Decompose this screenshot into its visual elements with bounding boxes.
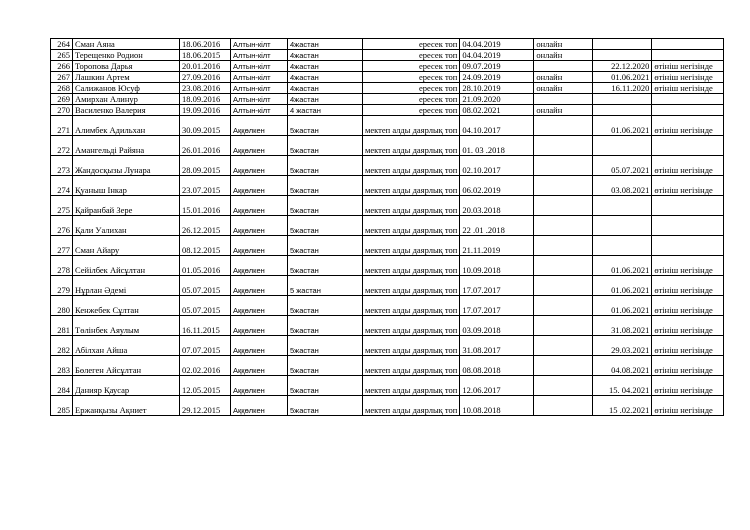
child-name-cell: Сман Айару xyxy=(73,236,180,256)
departure-date-cell: 22.12.2020 xyxy=(593,61,652,72)
attendance-mode-cell xyxy=(534,376,593,396)
child-name-cell: Лашкин Артем xyxy=(73,72,180,83)
admission-date-cell: 20.03.2018 xyxy=(460,196,534,216)
table-row xyxy=(51,276,724,296)
table-row xyxy=(51,196,724,216)
birth-date-cell: 27.09.2016 xyxy=(180,72,231,83)
departure-reason-cell xyxy=(652,105,724,116)
table-row xyxy=(51,236,724,256)
attendance-mode-cell xyxy=(534,196,593,216)
attendance-mode-cell xyxy=(534,136,593,156)
admission-date-cell: 03.09.2018 xyxy=(460,316,534,336)
birth-date-cell: 26.01.2016 xyxy=(180,136,231,156)
child-name-cell: Василенко Валерия xyxy=(73,105,180,116)
age-group-cell: 5жастан xyxy=(288,236,363,256)
row-number-cell: 281 xyxy=(51,316,73,336)
child-name-cell: Салижанов Юсуф xyxy=(73,83,180,94)
row-number-cell: 283 xyxy=(51,356,73,376)
table-row xyxy=(51,396,724,416)
group-name-cell: мектеп алды даярлық топ xyxy=(363,396,460,416)
kindergarten-name-cell: Аққөлкен xyxy=(231,136,288,156)
group-name-cell: мектеп алды даярлық топ xyxy=(363,216,460,236)
birth-date-cell: 05.07.2015 xyxy=(180,296,231,316)
age-group-cell: 5жастан xyxy=(288,136,363,156)
departure-date-cell xyxy=(593,94,652,105)
birth-date-cell: 18.06.2016 xyxy=(180,39,231,50)
departure-date-cell xyxy=(593,105,652,116)
attendance-mode-cell xyxy=(534,356,593,376)
admission-date-cell: 08.02.2021 xyxy=(460,105,534,116)
child-name-cell: Алимбек Адильхан xyxy=(73,116,180,136)
departure-reason-cell: өтініш негізінде xyxy=(652,116,724,136)
row-number-cell: 267 xyxy=(51,72,73,83)
kindergarten-name-cell: Аққөлкен xyxy=(231,216,288,236)
departure-date-cell: 31.08.2021 xyxy=(593,316,652,336)
birth-date-cell: 07.07.2015 xyxy=(180,336,231,356)
kindergarten-name-cell: Аққөлкен xyxy=(231,276,288,296)
row-number-cell: 265 xyxy=(51,50,73,61)
admission-date-cell: 28.10.2019 xyxy=(460,83,534,94)
child-name-cell: Нұрлан Әдемі xyxy=(73,276,180,296)
admission-date-cell: 24.09.2019 xyxy=(460,72,534,83)
departure-date-cell xyxy=(593,50,652,61)
group-name-cell: ересек топ xyxy=(363,94,460,105)
admission-date-cell: 17.07.2017 xyxy=(460,276,534,296)
departure-reason-cell: өтініш негізінде xyxy=(652,316,724,336)
age-group-cell: 4 жастан xyxy=(288,105,363,116)
row-number-cell: 270 xyxy=(51,105,73,116)
kindergarten-name-cell: Аққөлкен xyxy=(231,196,288,216)
birth-date-cell: 19.09.2016 xyxy=(180,105,231,116)
departure-reason-cell xyxy=(652,39,724,50)
row-number-cell: 277 xyxy=(51,236,73,256)
child-name-cell: Сейілбек Айсұлтан xyxy=(73,256,180,276)
age-group-cell: 5жастан xyxy=(288,316,363,336)
table-row xyxy=(51,116,724,136)
age-group-cell: 5жастан xyxy=(288,116,363,136)
table-body xyxy=(51,39,724,416)
table-row xyxy=(51,105,724,116)
departure-reason-cell xyxy=(652,216,724,236)
admission-date-cell: 01. 03 .2018 xyxy=(460,136,534,156)
child-name-cell: Терещенко Родион xyxy=(73,50,180,61)
table-row xyxy=(51,156,724,176)
group-name-cell: ересек топ xyxy=(363,83,460,94)
child-name-cell: Қайранбай Зере xyxy=(73,196,180,216)
departure-reason-cell: өтініш негізінде xyxy=(652,296,724,316)
row-number-cell: 264 xyxy=(51,39,73,50)
birth-date-cell: 30.09.2015 xyxy=(180,116,231,136)
group-name-cell: мектеп алды даярлық топ xyxy=(363,156,460,176)
age-group-cell: 5жастан xyxy=(288,216,363,236)
kindergarten-name-cell: Аққөлкен xyxy=(231,356,288,376)
attendance-mode-cell xyxy=(534,276,593,296)
attendance-mode-cell xyxy=(534,336,593,356)
child-name-cell: Төлінбек Аяулым xyxy=(73,316,180,336)
child-name-cell: Амирхан Алинур xyxy=(73,94,180,105)
table-row xyxy=(51,296,724,316)
table-row xyxy=(51,136,724,156)
departure-reason-cell xyxy=(652,94,724,105)
birth-date-cell: 23.07.2015 xyxy=(180,176,231,196)
group-name-cell: мектеп алды даярлық топ xyxy=(363,136,460,156)
table-row xyxy=(51,356,724,376)
departure-reason-cell: өтініш негізінде xyxy=(652,376,724,396)
kindergarten-name-cell: Аққөлкен xyxy=(231,176,288,196)
row-number-cell: 278 xyxy=(51,256,73,276)
birth-date-cell: 18.06.2015 xyxy=(180,50,231,61)
attendance-mode-cell xyxy=(534,94,593,105)
departure-reason-cell: өтініш негізінде xyxy=(652,396,724,416)
birth-date-cell: 29.12.2015 xyxy=(180,396,231,416)
departure-reason-cell: өтініш негізінде xyxy=(652,61,724,72)
row-number-cell: 284 xyxy=(51,376,73,396)
age-group-cell: 4жастан xyxy=(288,83,363,94)
kindergarten-name-cell: Аққөлкен xyxy=(231,156,288,176)
row-number-cell: 266 xyxy=(51,61,73,72)
child-name-cell: Торопова Дарья xyxy=(73,61,180,72)
departure-date-cell xyxy=(593,39,652,50)
table-row xyxy=(51,336,724,356)
child-name-cell: Сман Аяна xyxy=(73,39,180,50)
attendance-mode-cell: онлайн xyxy=(534,72,593,83)
departure-date-cell: 01.06.2021 xyxy=(593,116,652,136)
kindergarten-name-cell: Алтын-кілт xyxy=(231,72,288,83)
departure-date-cell: 04.08.2021 xyxy=(593,356,652,376)
birth-date-cell: 28.09.2015 xyxy=(180,156,231,176)
kindergarten-name-cell: Алтын-кілт xyxy=(231,94,288,105)
group-name-cell: ересек топ xyxy=(363,105,460,116)
admission-date-cell: 08.08.2018 xyxy=(460,356,534,376)
group-name-cell: мектеп алды даярлық топ xyxy=(363,276,460,296)
child-name-cell: Ержанқызы Ақниет xyxy=(73,396,180,416)
departure-reason-cell: өтініш негізінде xyxy=(652,276,724,296)
table-row xyxy=(51,376,724,396)
attendance-mode-cell xyxy=(534,396,593,416)
kindergarten-name-cell: Алтын-кілт xyxy=(231,105,288,116)
group-name-cell: мектеп алды даярлық топ xyxy=(363,236,460,256)
attendance-mode-cell xyxy=(534,316,593,336)
table-row xyxy=(51,72,724,83)
departure-date-cell: 05.07.2021 xyxy=(593,156,652,176)
kindergarten-name-cell: Алтын-кілт xyxy=(231,83,288,94)
departure-date-cell: 16.11.2020 xyxy=(593,83,652,94)
kindergarten-name-cell: Аққөлкен xyxy=(231,236,288,256)
kindergarten-name-cell: Аққөлкен xyxy=(231,336,288,356)
row-number-cell: 269 xyxy=(51,94,73,105)
departure-reason-cell: өтініш негізінде xyxy=(652,256,724,276)
birth-date-cell: 23.08.2016 xyxy=(180,83,231,94)
group-name-cell: мектеп алды даярлық топ xyxy=(363,196,460,216)
attendance-mode-cell xyxy=(534,176,593,196)
departure-date-cell xyxy=(593,236,652,256)
kindergarten-name-cell: Аққөлкен xyxy=(231,396,288,416)
child-name-cell: Жандосқызы Лунара xyxy=(73,156,180,176)
departure-reason-cell xyxy=(652,196,724,216)
admission-date-cell: 06.02.2019 xyxy=(460,176,534,196)
group-name-cell: мектеп алды даярлық топ xyxy=(363,176,460,196)
group-name-cell: мектеп алды даярлық топ xyxy=(363,296,460,316)
departure-date-cell: 15. 04.2021 xyxy=(593,376,652,396)
group-name-cell: мектеп алды даярлық топ xyxy=(363,116,460,136)
birth-date-cell: 26.12.2015 xyxy=(180,216,231,236)
age-group-cell: 5жастан xyxy=(288,296,363,316)
admission-date-cell: 02.10.2017 xyxy=(460,156,534,176)
group-name-cell: мектеп алды даярлық топ xyxy=(363,356,460,376)
group-name-cell: ересек топ xyxy=(363,61,460,72)
group-name-cell: мектеп алды даярлық топ xyxy=(363,316,460,336)
attendance-mode-cell: онлайн xyxy=(534,50,593,61)
departure-reason-cell xyxy=(652,136,724,156)
age-group-cell: 5 жастан xyxy=(288,276,363,296)
kindergarten-name-cell: Аққөлкен xyxy=(231,256,288,276)
age-group-cell: 4жастан xyxy=(288,72,363,83)
attendance-mode-cell xyxy=(534,61,593,72)
row-number-cell: 275 xyxy=(51,196,73,216)
table-row xyxy=(51,94,724,105)
attendance-mode-cell xyxy=(534,296,593,316)
kindergarten-name-cell: Алтын-кілт xyxy=(231,50,288,61)
child-name-cell: Абілхан Айша xyxy=(73,336,180,356)
birth-date-cell: 20.01.2016 xyxy=(180,61,231,72)
attendance-mode-cell xyxy=(534,216,593,236)
admission-date-cell: 22 .01 .2018 xyxy=(460,216,534,236)
age-group-cell: 5жастан xyxy=(288,196,363,216)
row-number-cell: 282 xyxy=(51,336,73,356)
age-group-cell: 4жастан xyxy=(288,61,363,72)
birth-date-cell: 02.02.2016 xyxy=(180,356,231,376)
admission-date-cell: 04.04.2019 xyxy=(460,39,534,50)
child-name-cell: Бөлеген Айсұлтан xyxy=(73,356,180,376)
table-row xyxy=(51,256,724,276)
admission-date-cell: 09.07.2019 xyxy=(460,61,534,72)
attendance-mode-cell xyxy=(534,256,593,276)
row-number-cell: 276 xyxy=(51,216,73,236)
row-number-cell: 285 xyxy=(51,396,73,416)
child-name-cell: Қали Уалихан xyxy=(73,216,180,236)
admission-date-cell: 21.09.2020 xyxy=(460,94,534,105)
age-group-cell: 5жастан xyxy=(288,156,363,176)
kindergarten-name-cell: Аққөлкен xyxy=(231,316,288,336)
departure-date-cell xyxy=(593,216,652,236)
departure-date-cell: 01.06.2021 xyxy=(593,72,652,83)
child-name-cell: Қуаныш Інкар xyxy=(73,176,180,196)
departure-reason-cell: өтініш негізінде xyxy=(652,336,724,356)
table-row xyxy=(51,176,724,196)
attendance-mode-cell xyxy=(534,156,593,176)
birth-date-cell: 08.12.2015 xyxy=(180,236,231,256)
departure-date-cell: 01.06.2021 xyxy=(593,296,652,316)
age-group-cell: 4жастан xyxy=(288,39,363,50)
table-row xyxy=(51,50,724,61)
row-number-cell: 273 xyxy=(51,156,73,176)
group-name-cell: ересек топ xyxy=(363,50,460,61)
age-group-cell: 5жастан xyxy=(288,176,363,196)
kindergarten-name-cell: Алтын-кілт xyxy=(231,61,288,72)
attendance-mode-cell: онлайн xyxy=(534,83,593,94)
admission-date-cell: 10.09.2018 xyxy=(460,256,534,276)
admission-date-cell: 04.10.2017 xyxy=(460,116,534,136)
departure-date-cell xyxy=(593,136,652,156)
row-number-cell: 271 xyxy=(51,116,73,136)
group-name-cell: мектеп алды даярлық топ xyxy=(363,256,460,276)
kindergarten-name-cell: Аққөлкен xyxy=(231,376,288,396)
kindergarten-name-cell: Алтын-кілт xyxy=(231,39,288,50)
departure-reason-cell: өтініш негізінде xyxy=(652,176,724,196)
departure-date-cell xyxy=(593,196,652,216)
birth-date-cell: 05.07.2015 xyxy=(180,276,231,296)
group-name-cell: мектеп алды даярлық топ xyxy=(363,376,460,396)
departure-date-cell: 01.06.2021 xyxy=(593,276,652,296)
departure-reason-cell: өтініш негізінде xyxy=(652,356,724,376)
row-number-cell: 279 xyxy=(51,276,73,296)
admission-date-cell: 17.07.2017 xyxy=(460,296,534,316)
age-group-cell: 5жастан xyxy=(288,376,363,396)
birth-date-cell: 12.05.2015 xyxy=(180,376,231,396)
admission-date-cell: 21.11.2019 xyxy=(460,236,534,256)
attendance-mode-cell: онлайн xyxy=(534,39,593,50)
table-row xyxy=(51,61,724,72)
row-number-cell: 280 xyxy=(51,296,73,316)
departure-reason-cell: өтініш негізінде xyxy=(652,156,724,176)
row-number-cell: 268 xyxy=(51,83,73,94)
group-name-cell: ересек топ xyxy=(363,72,460,83)
child-name-cell: Кенжебек Сұлтан xyxy=(73,296,180,316)
table-row xyxy=(51,39,724,50)
age-group-cell: 5жастан xyxy=(288,356,363,376)
departure-reason-cell xyxy=(652,50,724,61)
table-row xyxy=(51,216,724,236)
admission-date-cell: 04.04.2019 xyxy=(460,50,534,61)
birth-date-cell: 01.05.2016 xyxy=(180,256,231,276)
birth-date-cell: 18.09.2016 xyxy=(180,94,231,105)
children-register-table xyxy=(50,38,724,416)
child-name-cell: Данияр Қаусар xyxy=(73,376,180,396)
birth-date-cell: 16.11.2015 xyxy=(180,316,231,336)
age-group-cell: 4жастан xyxy=(288,50,363,61)
age-group-cell: 4жастан xyxy=(288,94,363,105)
group-name-cell: мектеп алды даярлық топ xyxy=(363,336,460,356)
admission-date-cell: 10.08.2018 xyxy=(460,396,534,416)
table-row xyxy=(51,83,724,94)
departure-date-cell: 01.06.2021 xyxy=(593,256,652,276)
departure-reason-cell xyxy=(652,236,724,256)
attendance-mode-cell xyxy=(534,236,593,256)
admission-date-cell: 31.08.2017 xyxy=(460,336,534,356)
row-number-cell: 274 xyxy=(51,176,73,196)
group-name-cell: ересек топ xyxy=(363,39,460,50)
departure-date-cell: 29.03.2021 xyxy=(593,336,652,356)
age-group-cell: 5жастан xyxy=(288,336,363,356)
attendance-mode-cell: онлайн xyxy=(534,105,593,116)
table-row xyxy=(51,316,724,336)
departure-reason-cell: өтініш негізінде xyxy=(652,83,724,94)
admission-date-cell: 12.06.2017 xyxy=(460,376,534,396)
departure-reason-cell: өтініш негізінде xyxy=(652,72,724,83)
birth-date-cell: 15.01.2016 xyxy=(180,196,231,216)
departure-date-cell: 03.08.2021 xyxy=(593,176,652,196)
departure-date-cell: 15 .02.2021 xyxy=(593,396,652,416)
row-number-cell: 272 xyxy=(51,136,73,156)
age-group-cell: 5жастан xyxy=(288,396,363,416)
kindergarten-name-cell: Аққөлкен xyxy=(231,296,288,316)
child-name-cell: Амангельді Райяна xyxy=(73,136,180,156)
attendance-mode-cell xyxy=(534,116,593,136)
kindergarten-name-cell: Аққөлкен xyxy=(231,116,288,136)
age-group-cell: 5жастан xyxy=(288,256,363,276)
